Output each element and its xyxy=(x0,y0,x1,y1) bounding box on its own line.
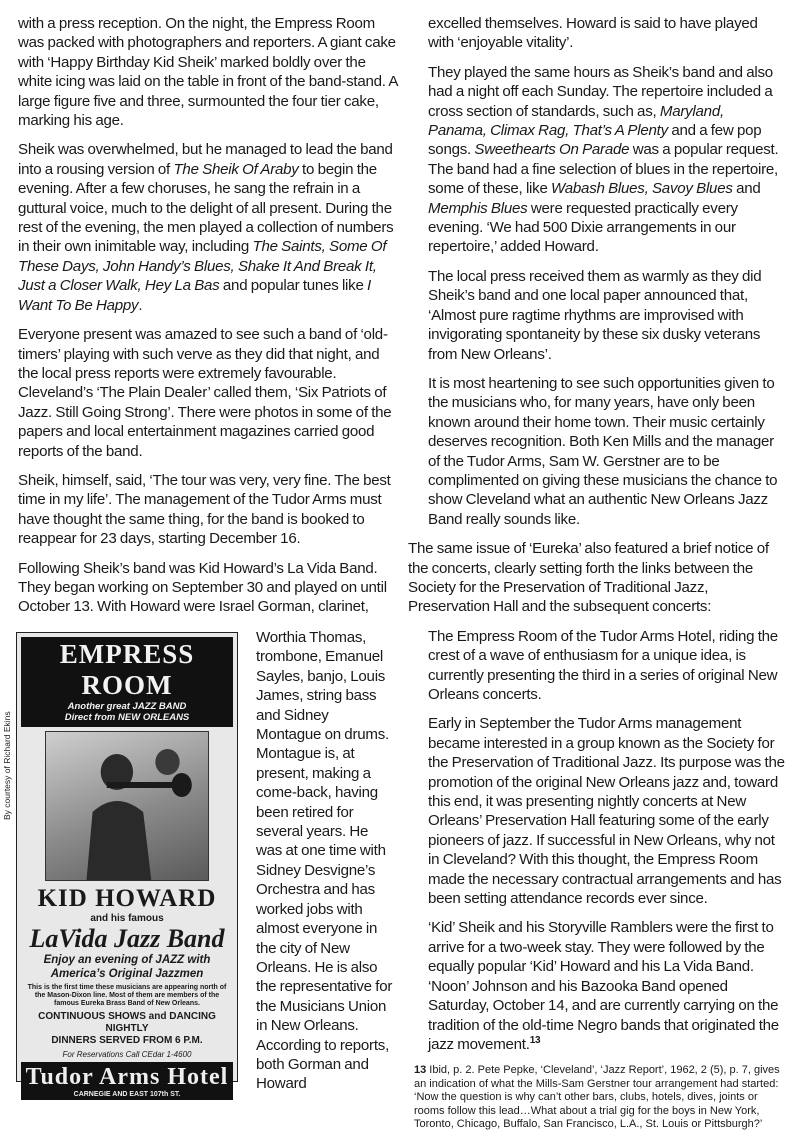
paragraph-old-timers: Everyone present was amazed to see such a band of ‘old-timers’ playing with such verve as they did that night, and the local press reports were extremely favourable. Cleveland’s ‘The Plain Dealer’ called them, ‘Six Patriots of Jazz. Still Going Strong’. There were photos in some of the papers and local entertainment magazines carried good reports of the band. xyxy=(18,326,392,460)
poster-tagline-2: Direct from NEW ORLEANS xyxy=(64,712,190,723)
poster-address: CARNEGIE AND EAST 107th ST. xyxy=(73,1091,181,1098)
footnote-ref-13: 13 xyxy=(529,1034,541,1046)
poster-header xyxy=(21,637,233,727)
quote-kid-sheik: ‘Kid’ Sheik and his Storyville Ramblers were the first to arrive for a two-week stay. They were followed by the equally popular ‘Kid’ Howard and his La Vida Band. ‘Noon’ Johnson and his Bazooka Band opened Saturday, October 14, and are currently carrying on the tradition of the old-time Negro bands that originated the jazz movement.$^{13}$ xyxy=(428,919,779,1053)
quote-empress-room: The Empress Room of the Tudor Arms Hotel, riding the crest of a wave of enthusiasm for a unique idea, is currently presenting the third in a series of original New Orleans concerts. xyxy=(428,627,778,703)
quote-september: Early in September the Tudor Arms management became interested in a group known as the Society for the Preservation of Traditional Jazz. Its purpose was the promotion of the original New Orleans jazz and, toward this end, it was presenting nightly concerts at New Orleans’ Preservation Hall featuring some of the early pioneers of jazz. If successful in New Orleans, why not in Cleveland? With this thought, the Empress Room made the necessary contractual arrangements and has been setting attendance records ever since. xyxy=(428,715,785,908)
poster-band-name: LaVida Jazz Band xyxy=(29,924,225,953)
paragraph-eureka-notice: The same issue of ‘Eureka’ also featured a brief notice of the concerts, clearly setting forth the links between the Society for the Preservation of Traditional Jazz, Preservation Hall and the subsequent concerts: xyxy=(408,540,769,616)
poster-hotel-name: Tudor Arms Hotel xyxy=(25,1064,229,1090)
poster-originals-line: America’s Original Jazzmen xyxy=(50,968,204,980)
right-column xyxy=(408,14,786,1132)
paragraph-excelled: excelled themselves. Howard is said to have played with ‘enjoyable vitality’. xyxy=(428,15,758,52)
trumpeter-silhouette-icon xyxy=(46,732,208,880)
poster-title: EMPRESS ROOM xyxy=(59,639,195,700)
photo-credit: By courtesy of Richard Ekins xyxy=(2,711,12,820)
paragraph-local-press: The local press received them as warmly as they did Sheik’s band and one local paper announced that, ‘Almost pure ragtime rhythms are improvised with invigorating spontaneity by these six dusky veterans from New Orleans’. xyxy=(428,267,762,363)
poster-shows-line: CONTINUOUS SHOWS and DANCING NIGHTLY xyxy=(38,1011,216,1034)
paragraph-repertoire: They played the same hours as Sheik’s band and also had a night off each Sunday. The repertoire included a cross section of standards, such as, Maryland, Panama, Climax Rag, That’s A Plenty and a few pop songs. Sweethearts On Parade was a popular request. The band had a fine selection of blues in the repertoire, some of these, like Wabash Blues, Savoy Blues and Memphis Blues were requested practically every evening. ‘We had 500 Dixie arrangements in our repertoire,’ added Howard. xyxy=(428,63,779,256)
paragraph-kid-howard-intro: Following Sheik’s band was Kid Howard’s La Vida Band. They began working on September 30 and played on until October 13. With Howard were Israel Gorman, clarinet, xyxy=(18,559,387,616)
poster-hotel-banner xyxy=(21,1062,233,1100)
poster-dinners-line: DINNERS SERVED FROM 6 P.M. xyxy=(51,1035,203,1046)
poster-photo xyxy=(45,731,209,881)
empress-room-poster xyxy=(16,632,238,1098)
poster-artist-name: KID HOWARD xyxy=(37,885,217,912)
poster-tagline-1: Another great JAZZ BAND xyxy=(67,701,187,712)
poster-fine-print: This is the first time these musicians are appearing north of the Mason-Dixon line. Most of them are members of the famous Eureka Brass Band of New Orleans. xyxy=(27,984,227,1007)
paragraph-press-reception: with a press reception. On the night, the Empress Room was packed with photographers and reporters. A giant cake with ‘Happy Birthday Kid Sheik’ marked boldly over the white icing was laid on the table in front of the band-stand. A large figure five and three, surmounted the four tier cake, marking his age. xyxy=(18,15,398,130)
paragraph-heartening: It is most heartening to see such opportunities given to the musicians who, for many years, have only been known around their home town. Their music certainly deserves recognition. Both Ken Mills and the manager of the Tudor Arms, Sam W. Gerstner are to be complimented on giving these musicians the chance to show Cleveland what an authentic New Orleans Jazz Band really sounds like. xyxy=(428,374,778,528)
poster-reservations: For Reservations Call CEdar 1-4600 xyxy=(62,1050,192,1059)
poster-enjoy-line: Enjoy an evening of JAZZ with xyxy=(43,954,211,966)
paragraph-tour-fine: Sheik, himself, said, ‘The tour was very, very fine. The best time in my life’. The management of the Tudor Arms must have thought the same thing, for the band is booked to reappear for 23 days, starting December 16. xyxy=(18,471,391,548)
poster-side-text xyxy=(256,628,396,1104)
poster-and-famous: and his famous xyxy=(90,913,164,924)
paragraph-sheik-overwhelmed: Sheik was overwhelmed, but he managed to lead the band into a rousing version of The Sheik Of Araby to begin the evening. After a few choruses, he sang the refrain in a guttural voice, much to the delight of all present. During the rest of the evening, the men played a collection of numbers in their own inimitable way, including The Saints, Some Of These Days, John Handy’s Blues, Shake It And Break It, Just a Closer Walk, Hey La Bas and popular tunes like I Want To Be Happy. xyxy=(18,141,394,314)
left-column xyxy=(18,14,398,627)
footnote-13: 13 Ibid, p. 2. Pete Pepke, ‘Cleveland’, ‘Jazz Report’, 1962, 2 (5), p. 7, gives an indication of what the Mills-Sam Gerstner tour arrangement had started: ‘Now the question is why can’t other bars, clubs, hotels, dives, joints or rooms follow this lead…What about a trial gig for the boys in New York, Toronto, Chicago, Buffalo, San Francisco, L.A., St. Louis or Pittsburgh?’ xyxy=(414,1064,780,1131)
paragraph-musicians-list: Worthia Thomas, trombone, Emanuel Sayles, banjo, Louis James, string bass and Sidney Montague on drums. Montague is, at present, making a come-back, having been retired for several years. He was at one time with Sidney Desvigne’s Orchestra and has worked jobs with almost everyone in the city of New Orleans. He is also the representative for the Musicians Union in New Orleans. According to reports, both Gorman and Howard xyxy=(256,629,393,1093)
